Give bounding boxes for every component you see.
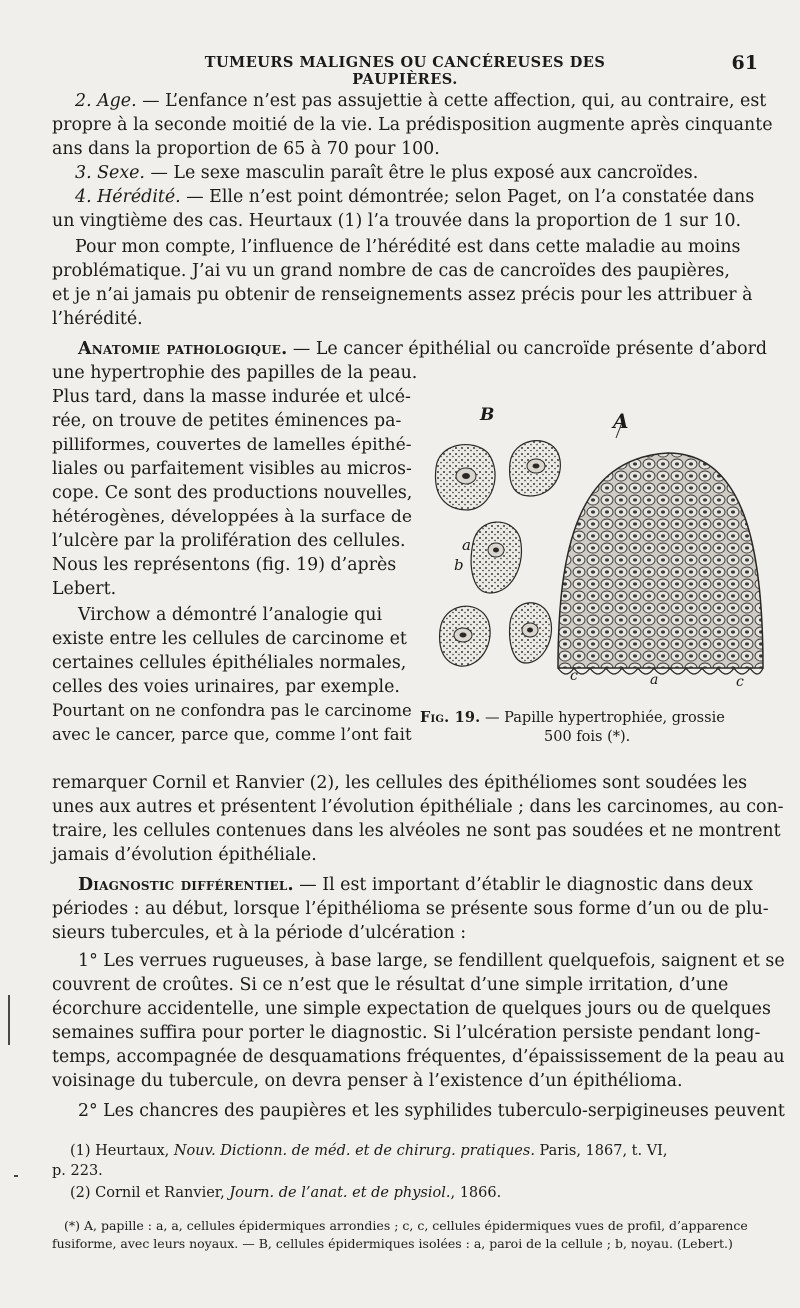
footnote-1-cont: p. 223. [52, 1163, 103, 1179]
figure-caption-line2: 500 fois (*). [544, 729, 631, 745]
text-line: et je n’ai jamais pu obtenir de renseignements assez précis pour les attribuer à [52, 285, 753, 305]
figure-caption-line1 [420, 708, 725, 728]
text-line: problématique. J’ai vu un grand nombre de cas de cancroïdes des paupières, [52, 261, 730, 281]
sexe-paragraph-line [75, 162, 698, 184]
text-line: couvrent de croûtes. Si ce n’est que le résultat d’une simple irritation, d’une [52, 975, 729, 995]
text-line: certaines cellules épithéliales normales, [52, 653, 407, 673]
text-line: celles des voies urinaires, par exemple. [52, 677, 400, 697]
footnote-1-author: (1) Heurtaux, [70, 1143, 174, 1159]
label-c-left: c [570, 668, 578, 684]
text-line: l’hérédité. [52, 309, 143, 329]
text-line: Nous les représentons (fig. 19) d’après [52, 555, 397, 575]
figure-number: Fig. 19. [420, 709, 481, 726]
heredite-label: 4. Hérédité. [75, 187, 181, 207]
text-line: périodes : au début, lorsque l’épithélioma se présente sous forme d’un ou de plu- [52, 899, 769, 919]
isolated-cell-2 [510, 441, 561, 496]
running-head [0, 52, 800, 88]
text-line: traire, les cellules contenues dans les alvéoles ne sont pas soudées et ne montrent [52, 821, 781, 841]
figure-caption-text: — Papille hypertrophiée, grossie [480, 710, 725, 726]
footnote-1-title: Nouv. Dictionn. de méd. et de chirurg. pratiques. [173, 1143, 535, 1159]
footnote-2-details: , 1866. [450, 1185, 502, 1201]
papilla-illustration [418, 398, 773, 698]
isolated-cell-4 [440, 606, 491, 666]
sexe-label: 3. Sexe. [75, 163, 145, 183]
diagnostic-paragraph-line [78, 874, 753, 896]
text-line: pilliformes, couvertes de lamelles épithé- [52, 435, 412, 455]
margin-mark-small [14, 1175, 18, 1177]
heredite-text: — Elle n’est point démontrée; selon Paget, on l’a constatée dans [180, 187, 755, 207]
text-line: existe entre les cellules de carcinome et [52, 629, 407, 649]
text-line: Pour mon compte, l’influence de l’hérédité est dans cette maladie au moins [75, 237, 741, 257]
text-line: semaines suffira pour porter le diagnostic. Si l’ulcération persiste pendant long- [52, 1023, 761, 1043]
text-line: sieurs tubercules, et à la période d’ulcération : [52, 923, 467, 943]
text-line: rée, on trouve de petites éminences pa- [52, 411, 402, 431]
text-line: remarquer Cornil et Ranvier (2), les cellules des épithéliomes sont soudées les [52, 773, 748, 793]
text-line: ans dans la proportion de 65 à 70 pour 100. [52, 139, 440, 159]
margin-mark [8, 995, 10, 1045]
isolated-cell-5 [510, 603, 552, 663]
papilla-base [558, 668, 763, 674]
isolated-cell-3 [471, 522, 521, 593]
text-line: unes aux autres et présentent l’évolution épithéliale ; dans les carcinomes, au con- [52, 797, 784, 817]
text-line: Pourtant on ne confondra pas le carcinome [52, 701, 412, 720]
page-number: 61 [731, 52, 758, 74]
running-head-title: TUMEURS MALIGNES OU CANCÉREUSES DES PAUPIÈRES. [204, 54, 606, 88]
text-line: voisinage du tubercule, on devra penser à l’existence d’un épithélioma. [52, 1071, 683, 1091]
text-line: cope. Ce sont des productions nouvelles, [52, 483, 413, 503]
text-line: Lebert. [52, 579, 117, 599]
footnote-figure-line1: (*) A, papille : a, a, cellules épidermiques arrondies ; c, c, cellules épidermiques vues de profil, d’apparence [64, 1218, 748, 1233]
anatomie-heading: Anatomie pathologique. [78, 339, 288, 359]
text-line: propre à la seconde moitié de la vie. La prédisposition augmente après cinquante [52, 115, 773, 135]
diagnostic-heading: Diagnostic différentiel. [78, 875, 294, 895]
label-A: A [613, 409, 629, 433]
figure-19 [418, 398, 773, 698]
label-a: a [462, 536, 471, 554]
isolated-cell-1 [435, 445, 495, 510]
footnote-2 [70, 1184, 501, 1202]
text-line: Plus tard, dans la masse indurée et ulcé- [52, 387, 411, 407]
sexe-text: — Le sexe masculin paraît être le plus exposé aux cancroïdes. [144, 163, 699, 183]
footnote-2-title: Journ. de l’anat. et de physiol. [229, 1185, 451, 1201]
footnote-1 [70, 1142, 668, 1160]
footnote-2-author: (2) Cornil et Ranvier, [70, 1185, 230, 1201]
papilla-A [558, 453, 763, 668]
text-line: une hypertrophie des papilles de la peau. [52, 363, 418, 383]
label-c-right: c [736, 674, 744, 690]
text-line: 1° Les verrues rugueuses, à base large, se fendillent quelquefois, saignent et se [78, 951, 785, 971]
anatomie-paragraph-line [78, 338, 767, 360]
text-line: un vingtième des cas. Heurtaux (1) l’a trouvée dans la proportion de 1 sur 10. [52, 211, 742, 231]
footnote-figure-line2: fusiforme, avec leurs noyaux. — B, cellules épidermiques isolées : a, paroi de la cellule ; b, noyau. (Lebert.) [52, 1236, 733, 1251]
text-line: Virchow a démontré l’analogie qui [78, 605, 383, 625]
footnote-1-details: Paris, 1867, t. VI, [534, 1143, 668, 1159]
age-text: — L’enfance n’est pas assujettie à cette affection, qui, au contraire, est [136, 91, 767, 111]
label-a-bottom: a [650, 672, 659, 688]
label-b: b [454, 556, 464, 574]
diagnostic-text: — Il est important d’établir le diagnostic dans deux [293, 875, 753, 895]
text-line: liales ou parfaitement visibles au micros- [52, 459, 412, 479]
age-paragraph-line [75, 90, 766, 112]
text-line: avec le cancer, parce que, comme l’ont fait [52, 725, 412, 744]
text-line: jamais d’évolution épithéliale. [52, 845, 317, 865]
text-line: temps, accompagnée de desquamations fréquentes, d’épaississement de la peau au [52, 1047, 785, 1067]
text-line: l’ulcère par la prolifération des cellules. [52, 531, 406, 551]
text-line: 2° Les chancres des paupières et les syphilides tuberculo-serpigineuses peuvent [78, 1101, 785, 1121]
heredite-paragraph-line [75, 186, 754, 208]
text-line: hétérogènes, développées à la surface de [52, 507, 412, 527]
text-line: écorchure accidentelle, une simple expectation de quelques jours ou de quelques [52, 999, 771, 1019]
anatomie-text: — Le cancer épithélial ou cancroïde présente d’abord [287, 339, 768, 359]
age-label: 2. Age. [75, 91, 137, 111]
label-B: B [480, 405, 495, 425]
